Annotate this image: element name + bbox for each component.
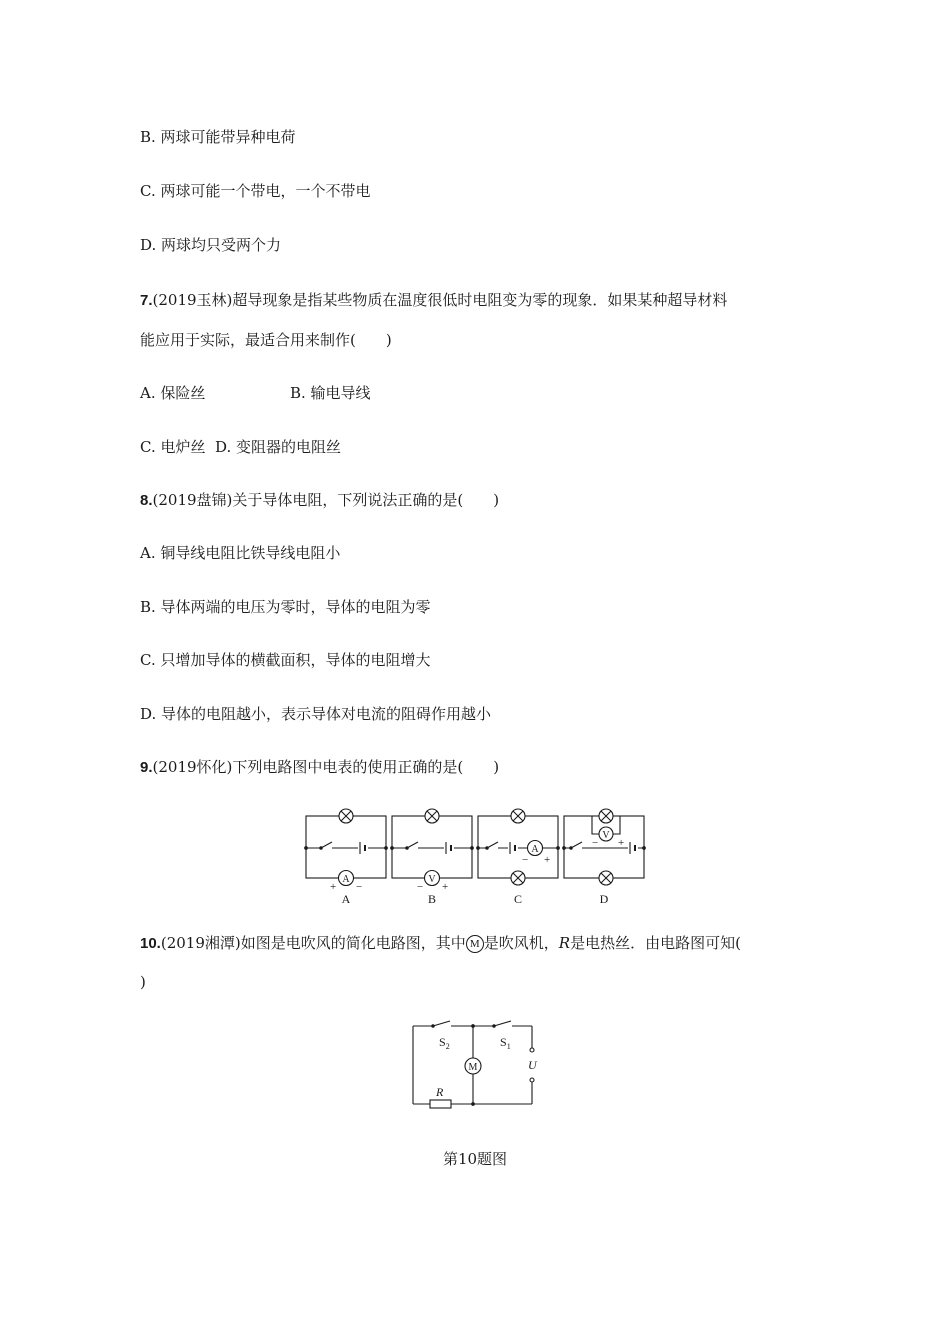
minus-sign: − <box>592 837 599 849</box>
q7-number: 7. <box>140 292 153 309</box>
figure-caption: 第10题图 <box>442 1150 508 1168</box>
q10-stem-part1: (2019湘潭)如图是电吹风的简化电路图，其中 <box>160 934 466 952</box>
q8-option-b: B. 导体两端的电压为零时，导体的电阻为零 <box>140 598 431 616</box>
s2-label: $S_2$ <box>439 1035 450 1051</box>
q8-option-a: A. 铜导线电阻比铁导线电阻小 <box>140 544 341 562</box>
r-symbol: R <box>558 934 571 952</box>
lamp-icon <box>599 871 613 885</box>
plus-sign: + <box>442 881 449 893</box>
q7-option-b: B. 输电导线 <box>290 384 371 402</box>
minus-sign: − <box>356 881 363 893</box>
q7-option-a: A. 保险丝 <box>140 384 206 402</box>
r-label: R <box>436 1085 444 1099</box>
q9-stem <box>140 757 499 778</box>
q8-option-d: D. 导体的电阻越小，表示导体对电流的阻碍作用越小 <box>140 705 492 723</box>
q7-option-d: D. 变阻器的电阻丝 <box>215 438 342 456</box>
motor-symbol-icon: M <box>466 935 484 953</box>
minus-sign: − <box>522 854 529 866</box>
lamp-icon <box>511 871 525 885</box>
q7-option-c: C. 电炉丝 <box>140 438 206 456</box>
q8-number: 8. <box>140 492 153 509</box>
q10-stem-part2: 是吹风机， <box>483 934 559 952</box>
figure-label-c: C <box>513 892 523 906</box>
q7-stem-text: (2019玉林)超导现象是指某些物质在温度很低时电阻变为零的现象．如果某种超导材料 <box>152 291 728 309</box>
q10-stem-part3: 是电热丝．由电路图可知( <box>570 934 741 952</box>
q9-stem-text: (2019怀化)下列电路图中电表的使用正确的是( ) <box>152 758 500 776</box>
q7-stem-line2: 能应用于实际，最适合用来制作( ) <box>140 331 392 349</box>
q10-stem-line2: ) <box>140 973 146 991</box>
q10-circuit-diagram <box>400 1018 550 1118</box>
q10-number: 10. <box>140 935 161 952</box>
plus-sign: + <box>330 881 337 893</box>
plus-sign: + <box>544 854 551 866</box>
resistor-icon <box>430 1100 451 1108</box>
circuit-d <box>563 809 646 906</box>
meter-label-d: V <box>602 830 610 841</box>
lamp-icon <box>425 809 439 823</box>
meter-label-a: A <box>342 874 350 885</box>
q7-stem-line1 <box>140 290 727 311</box>
q6-option-c: C. 两球可能一个带电，一个不带电 <box>140 182 371 200</box>
q8-stem-text: (2019盘锦)关于导体电阻，下列说法正确的是( ) <box>152 491 500 509</box>
q7-options-ab <box>140 383 371 403</box>
lamp-icon <box>511 809 525 823</box>
q9-number: 9. <box>140 759 153 776</box>
meter-label-c: A <box>531 844 539 855</box>
figure-label-a: A <box>341 892 351 906</box>
q6-option-d: D. 两球均只受两个力 <box>140 236 282 254</box>
circuit-c <box>477 809 560 906</box>
s1-label: $S_1$ <box>500 1035 511 1051</box>
circuit-a <box>305 809 388 906</box>
q9-circuit-figure <box>300 806 650 906</box>
q8-option-c: C. 只增加导体的横截面积，导体的电阻增大 <box>140 651 431 669</box>
plus-sign: + <box>618 837 625 849</box>
meter-label-b: V <box>428 874 436 885</box>
q7-options-cd <box>140 437 341 457</box>
figure-label-b: B <box>427 892 437 906</box>
q6-option-b: B. 两球可能带异种电荷 <box>140 128 296 146</box>
lamp-icon <box>339 809 353 823</box>
motor-label: M <box>468 1062 478 1073</box>
lamp-icon <box>599 809 613 823</box>
circuit-b <box>391 809 474 906</box>
q10-stem-line1 <box>140 933 741 954</box>
figure-label-d: D <box>599 892 609 906</box>
q8-stem <box>140 490 499 511</box>
minus-sign: − <box>417 881 424 893</box>
u-label: U <box>528 1058 537 1072</box>
